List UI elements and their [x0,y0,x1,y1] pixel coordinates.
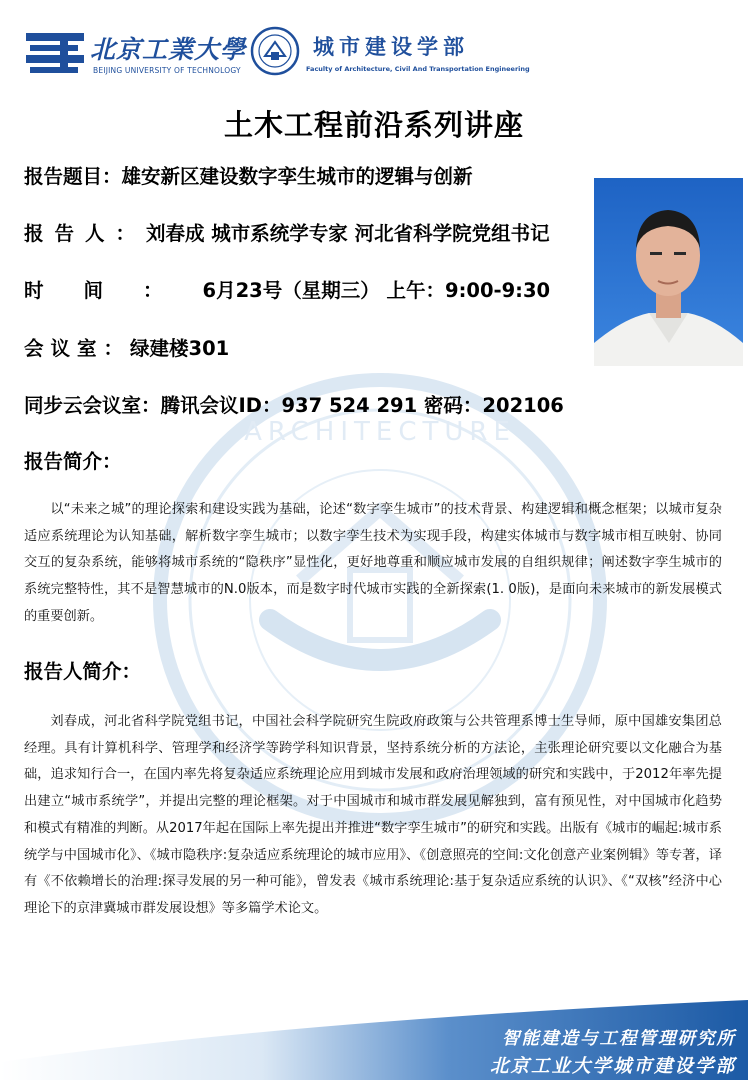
college-name: 城市建设学部 [313,34,469,59]
footer-institute: 智能建造与工程管理研究所 [502,1029,736,1049]
university-name-en: BEIJING UNIVERSITY OF TECHNOLOGY [93,66,241,75]
university-name: 北京工業大學 [90,35,247,64]
abstract-text: 以“未来之城”的理论探索和建设实践为基础，论述“数字孪生城市”的技术背景、构建逻辑和概念框架；以城市复杂适应系统理论为认知基础，解析数字孪生城市；以数字孪生技术为实现手段，构建实体城市与数字城市相互映射、协同交互的复杂系统，能够将城市系统的“隐秩序”显性化，更好地尊重和顺应城市发展的自组织规律；阐述数字孪生城市的系统完整特性，其不是智慧城市的N.0版本，而是数字时代城市实践的全新探索(1. 0版)，是面向未来城市的新发展模式的重要创新。 [24,502,722,624]
college-name-en: Faculty of Architecture, Civil And Transportation Engineering [306,65,530,73]
room-value: 绿建楼301 [130,337,230,360]
cloud-room-label: 同步云会议室： [24,394,161,417]
time-row [24,275,550,303]
bio-text: 刘春成，河北省科学院党组书记，中国社会科学院研究生院政府政策与公共管理系博士生导师，原中国雄安集团总经理。具有计算机科学、管理学和经济学等跨学科知识背景，坚持系统分析的方法论，主张理论研究要以文化融合为基础，追求知行合一，在国内率先将复杂适应系统理论应用到城市发展和政府治理领域的研究和实践中，于2012年率先提出建立“城市系统学”，并提出完整的理论框架。对于中国城市和城市群发展见解独到，富有预见性，对中国城市化趋势和模式有精准的判断。从2017年起在国际上率先提出并推进“数字孪生城市”的研究和实践。出版有《城市的崛起:城市系统学与中国城市化》、《城市隐秩序:复杂适应系统理论的城市应用》、《创意照亮的空间:文化创意产业案例辑》等专著，译有《不依赖增长的治理:探寻发展的另一种可能》，曾发表《城市系统理论:基于复杂适应系统的认识》、《“双核”经济中心理论下的京津冀城市群发展设想》等多篇学术论文。 [24,714,722,916]
topic-value: 雄安新区建设数字孪生城市的逻辑与创新 [121,165,473,188]
speaker-label: 报告人： [24,222,147,245]
topic-label: 报告题目： [24,165,122,188]
topic-row [24,161,473,189]
room-row [24,333,229,361]
cloud-room-row [24,390,564,418]
bio-heading: 报告人简介： [24,660,142,683]
page-title: 土木工程前沿系列讲座 [223,108,524,142]
cloud-room-value: 腾讯会议ID：937 524 291 密码：202106 [160,394,564,417]
time-value: 6月23号（星期三） 上午：9:00-9:30 [202,279,551,302]
header [0,0,748,95]
college-seal-icon [250,26,300,76]
speaker-photo [594,178,743,366]
speaker-row [24,218,550,246]
footer-faculty: 北京工业大学城市建设学部 [489,1056,736,1077]
room-label: 会议室： [24,337,131,360]
svg-text:ARCHITECTURE: ARCHITECTURE [244,417,516,447]
abstract-heading: 报告简介： [24,450,122,473]
bjut-logo-icon [26,33,86,77]
time-label: 时间： [24,279,203,302]
speaker-value: 刘春成 城市系统学专家 河北省科学院党组书记 [146,222,550,245]
